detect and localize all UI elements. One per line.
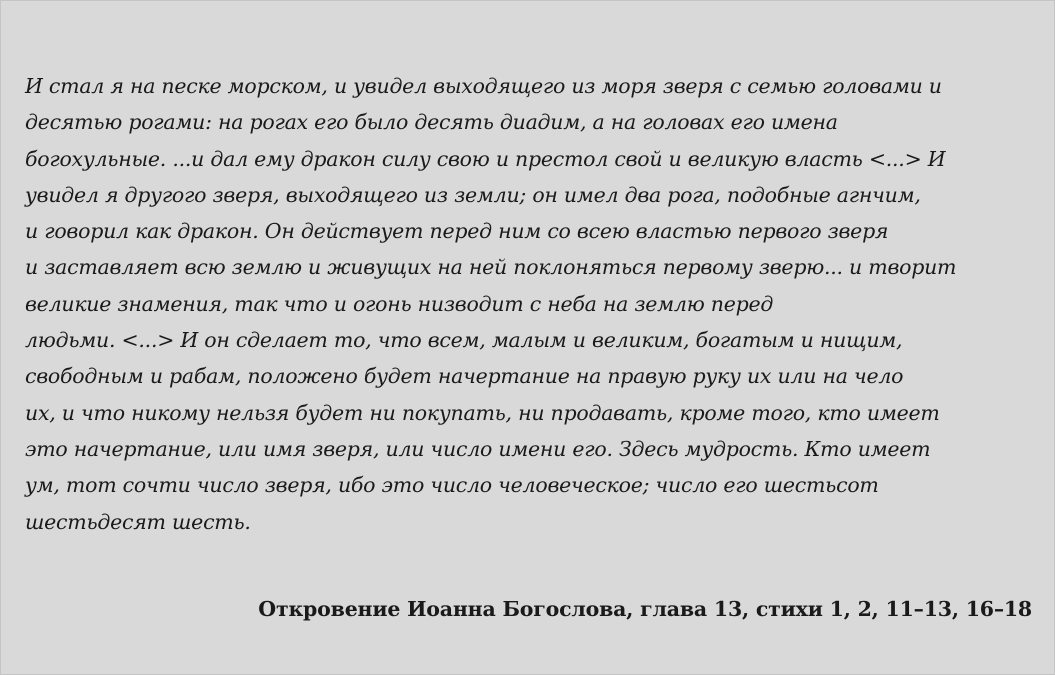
quote-line: увидел я другого зверя, выходящего из земли; он имел два рога, подобные агнчим, [25,182,921,207]
quote-citation: Откровение Иоанна Богослова, глава 13, стихи 1, 2, 11–13, 16–18 [258,597,1032,621]
quote-line: свободным и рабам, положено будет начертание на правую руку их или на чело [25,364,904,389]
quote-line: шестьдесят шесть. [25,509,251,534]
scripture-quote [25,68,1040,540]
quote-line: ум, тот сочти число зверя, ибо это число человеческое; число его шестьсот [25,473,879,498]
quote-line: великие знамения, так что и огонь низводит с неба на землю перед [25,291,774,316]
quote-line: и заставляет всю землю и живущих на ней поклоняться первому зверю... и творит [25,255,957,280]
quote-line: их, и что никому нельзя будет ни покупать, ни продавать, кроме того, кто имеет [25,400,940,425]
quote-line: И стал я на песке морском, и увидел выходящего из моря зверя с семью головами и [25,74,942,98]
quote-line: и говорил как дракон. Он действует перед ним со всею властью первого зверя [25,219,889,244]
quote-line: это начертание, или имя зверя, или число имени его. Здесь мудрость. Кто имеет [25,436,931,461]
quote-line: богохульные. ...и дал ему дракон силу свою и престол свой и великую власть <...> И [25,146,946,171]
quote-line: людьми. <...> И он сделает то, что всем, малым и великим, богатым и нищим, [25,328,903,353]
quote-line: десятью рогами: на рогах его было десять диадим, а на головах его имена [25,110,838,135]
